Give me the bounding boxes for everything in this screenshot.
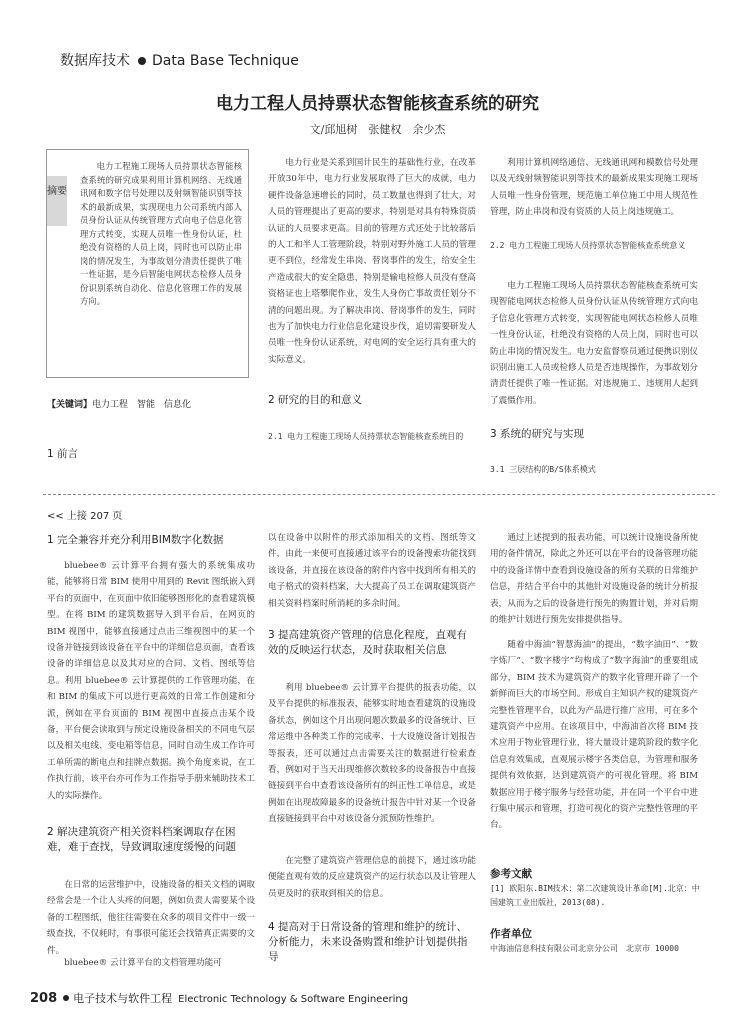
bullet-dot-icon [63,995,69,1001]
subsection-heading: 2.2 电力工程施工现场人员持票状态智能核查系统意义 [490,241,686,250]
author-unit-heading: 作者单位 [490,928,532,940]
paragraph: 在完整了建筑资产管理信息的前提下，通过该功能便能直观有效的反应建筑资产的运行状态以及让管理人员更及时的获取到相关的信息。 [268,856,476,899]
section-heading: 2 解决建筑资产相关资料档案调取存在困难，难于查找，导致调取速度缓慢的问题 [47,826,236,853]
section-heading: 3 提高建筑资产管理的信息化程度，直观有效的反映运行状态，及时获取相关信息 [268,629,468,656]
subsection-heading: 3.1 三层结构的B/S体系模式 [490,465,596,474]
continuation-label: << 上接 207 页 [47,511,123,522]
section-heading-system: 3 系统的研究与实现 [490,428,585,440]
article-authors: 文/邱旭树 张健权 余少杰 [309,123,446,136]
paragraph: 利用 bluebee® 云计算平台提供的报表功能，以及平台提供的标准报表，能够实时地查看建筑的设施设备状态，例如这个月出现问题次数最多的设备统计、巨常运维中各种类工作的完成率、十大设施设备计划报告等报表，还可以通过点击需要关注的数据进行检索查看，例如对于当天出现维修次数较多的设备报告中直接链接到平台中查看该设备所有的纠正性工单信息，或是例如在出现故障最多的设备统计报告中针对某一个设备直接链接到平台中对该设备分派预防性维护。 [268,683,476,825]
paragraph: 电力工程施工现场人员持票状态智能核查系统可实现智能电网状态检修人员身份认证从传统管理方式向电子信息化管理方式转变，实现智能电网状态检修人员唯一性身份认证，杜绝没有资格的人员上岗，同时也可以防止串岗的情况发生。电力安监督察员通过便携识别仪识别出施工人员或检修人员是否违规操作，为事故划分清责任提供了唯一性证据。对违规施工、违规用人起到了震慑作用。 [490,281,698,406]
paragraph: 利用计算机网络通信、无线通讯网和模数信号处理以及无线射频智能识别等技术的最新成果实现施工现场人员唯一性身份管理，规范施工单位施工中用人规范性管理，防止串岗和没有资质的人员上岗违规施工。 [490,158,698,218]
abstract-label: 摘要 [47,176,67,226]
section-heading-purpose: 2 研究的目的和意义 [268,394,363,406]
section-name-cn: 数据库技术 [60,53,130,69]
subsection-heading: 2.1 电力工程施工现场人员持票状态智能核查系统目的 [268,432,464,441]
paragraph: 以在设备中以附件的形式添加相关的文档、图纸等文件，由此一来便可直接通过该平台的设备搜索功能找到该设备，并直接在该设备的附件内容中找到所有相关的电子格式的资料档案，大大提高了员工在调取建筑资产相关资料档案时所消耗的多余时间。 [268,533,476,609]
section-header [60,50,299,70]
paragraph: 在日常的运营维护中，设施设备的相关文档的调取经常会是一个让人头疼的问题，例如负责人需要某个设备的工程图纸，他往往需要在众多的项目文件中一级一级查找，不仅耗时，有事很可能还会找错真正需要的文件。 [47,880,255,956]
paragraph: bluebee® 云计算平台的文档管理功能可 [64,958,222,968]
paragraph: 随着中海油“智慧海油”的提出，“数字油田”、“数字炼厂”、“数字楼宇”均构成了“数字海油”的重要组成部分，BIM 技术为建筑资产的数字化管理开辟了一个新鲜而巨大的市场空间。形成自主知识产权的建筑资产完整性管理平台，以此为产品进行推广应用，可在多个建筑资产中应用。在该项目中，中海油首次将 BIM 技术应用于物业管理行业，将大量设计建筑阶段的数字化信息有效集成，直观展示楼宇各类信息，为管理和服务提供有效依据，达到建筑资产的可视化管理。将 BIM 数据应用于楼宇服务与经营功能，并在同一个平台中进行集中展示和管理，打造可视化的资产完整性管理的平台。 [490,640,698,831]
page-footer [30,990,408,1006]
keywords [47,397,191,410]
section-heading: 1 完全兼容并充分利用BIM数字化数据 [47,534,224,546]
divider [43,494,715,495]
keywords-text: 电力工程 智能 信息化 [92,400,192,410]
abstract-text: 电力工程施工现场人员持票状态智能核查系统的研究成果利用计算机网络、无线通讯网和数字信号处理以及射频智能识别等技术的最新成果，实现现电力公司系统内部人员身份认证从传统管理方式向电子信息化管理方式转变，实现人员唯一性身份认证，杜绝没有资格的人员上岗，同时也可以防止串岗的情况发生，为事故划分清责任提供了唯一性证据，是今后智能电网状态检修人员身份识别系统自动化、信息化管理工作的发展方向。 [80,161,242,306]
section-heading: 4 提高对于日常设备的管理和维护的统计、分析能力，未来设备购置和维护计划提供指导 [268,921,468,963]
journal-name-en: Electronic Technology & Software Engineering [178,994,409,1005]
paragraph: bluebee® 云计算平台拥有强大的系统集成功能，能够将日常 BIM 使用中用到的 Revit 图纸嵌入到平台的页面中，在页面中依旧能够图形化的查看建筑模型。在将 BIM 的建筑数据导入到平台后，在网页的 BIM 视图中，能够直接通过点击三维视图中的某一个设备并链接到该设备在平台中的详细信息页面，查看该设备的详细信息以及其对应的合同、文档、图纸等信息。利用 bluebee® 云计算提供的工作管理功能，在和 BIM 的集成下可以进行更高效的日常工作创建和分派，例如在平台页面的 BIM 视图中直接点击某个设备，平台便会读取到与预定设施设备相关的不同电气层以及相关电线、变电箱等信息，同时自动生成工作许可工单所需的断电点和挂牌点数据。换个角度来说，在工作执行前，该平台亦可作为工作指导手册来辅助技术工人的实际操作。 [47,561,255,801]
keywords-label: 【关键词】 [47,400,93,410]
author-unit: 中海油信息科技有限公司北京分公司 北京市 10000 [490,944,679,953]
reference-item: [1] 欧阳东.BIM技术：第二次建筑设计革命[M].北京：中国建筑工业出版社，2013(08). [490,884,700,907]
article-title: 电力工程人员持票状态智能核查系统的研究 [216,94,539,114]
bullet-dot-icon [138,57,146,65]
section-name-en: Data Base Technique [152,53,299,69]
paragraph: 电力行业是关系到国计民生的基础性行业，在改革开放30年中，电力行业发展取得了巨大的成就，电力硬件设备急速增长的同时，员工数量也得到了壮大，对人员的管理提出了更高的要求，特别是对具有特殊资质认证的人员要求更高。目前的管理方式还处于比较落后的人工和半人工管理阶段，特别对野外施工人员的管理更不到位，经常发生串岗、替岗事件的发生，给安全生产造成很大的安全隐患，特别是输电检修人员没有登高资格证也上塔攀爬作业，发生人身伤亡事故责任划分不清的问题出现。为了解决串岗、替岗事件的发生，同时也为了加快电力行业信息化建设步伐，追切需要研发人员唯一性身份认证系统，对电网的安全运行具有重大的实际意义。 [268,158,476,365]
journal-name-cn: 电子技术与软件工程 [73,992,173,1005]
section-heading-intro: 1 前言 [47,448,79,460]
references-heading: 参考文献 [490,868,532,880]
paragraph: 通过上述提到的报表功能，可以统计设施设备所使用的备件情况，除此之外还可以在平台的设备管理功能中的设备详情中查看到设施设备的所有关联的日常维护信息，并结合平台中的其他针对设施设备的统计分析报表，从而为之后的设备进行预先的购置计划，并对后期的维护计划进行预先安排提供指导。 [490,533,698,626]
page-number: 208 [30,991,58,1006]
